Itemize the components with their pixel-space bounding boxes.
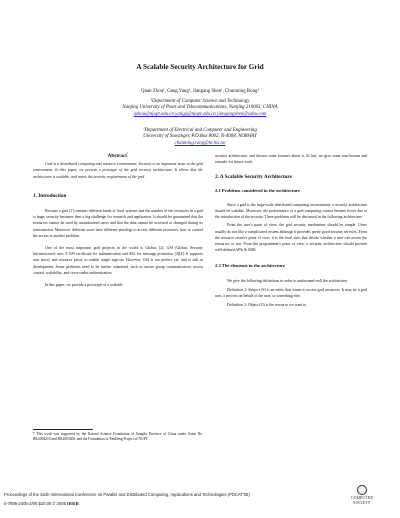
section-paragraph: Definition 1: Subject (S) is an entity that wants to access grid resources. It may be a grid user, a process on behalf of the user, or something else. bbox=[215, 287, 367, 299]
section-2-heading: 2. A Scalable Security Architecture bbox=[215, 174, 292, 181]
intro-continued: security architecture, and discuss some features about it. At last, we give some conclusions and remarks for future work. bbox=[215, 154, 367, 165]
section-paragraph: Since a grid is the large-scale distributed computing environment, a security architecture should be scalable. Moreover, the performance of a grid computing cannot become lower due to the introduction of the security. Three problems will be discussed in the following architecture. bbox=[215, 202, 367, 220]
computer-society-logo bbox=[343, 485, 381, 513]
footnote-rule bbox=[33, 429, 93, 430]
section-2-2-body bbox=[215, 278, 367, 309]
affiliation-2 bbox=[0, 128, 400, 147]
left-column bbox=[33, 153, 203, 288]
section-paragraph: We give the following definitions in order to understand well the architecture. bbox=[227, 278, 349, 283]
intro-paragraph: Because a grid [1] contains different kinds of local systems and the number of the resources in a grid is huge, security becomes then a big challenge for research and application. It should be guaranteed that the resources cannot be used by unauthorized users and that the data cannot be accessed or changed during its transmission. Moreover, different users have different privilege to access different resources, how to control the access is another problem. bbox=[33, 209, 203, 238]
affiliation-1-emails[interactable]: qzhou@njupt.edu.cn yangg@njupt.edu.cn jiangangshen@sohu.com bbox=[133, 111, 267, 117]
abstract-footnote-marker: * bbox=[126, 152, 129, 156]
ieee-logo: IEEE bbox=[67, 501, 80, 506]
intro-heading: 1. Introduction bbox=[33, 192, 67, 199]
affiliation-2-email[interactable]: chunming.rong@tn.his.no bbox=[174, 140, 226, 146]
section-2-1-body bbox=[215, 202, 367, 254]
abstract-text: Grid is a distributed computing and resource environment. Security is an important issue in the grid environment. In this paper, we present a prototype of the grid security architecture. It shows that the architecture is scalable, and meets the security requirements of the grid. bbox=[33, 162, 203, 179]
section-2-2-heading: 2.2 The elements in the architecture bbox=[215, 263, 285, 269]
section-paragraph: From the user's point of view, the grid security mechanism should be simple. Users usually do not like a complicated system although it provides pretty good security services. From the resource owner's point of view, it is the local sites that decide whether a user can access the resources or not. From the programmer's point of view, a security architecture should provide well-defined APIs & SDK. bbox=[215, 223, 367, 253]
abstract-heading: Abstract* bbox=[107, 152, 129, 159]
affiliation-2-institution: University of Stavanger, P.O.Box 8002, N-4068, NORWAY bbox=[143, 134, 257, 140]
intro-body bbox=[33, 208, 203, 288]
right-column bbox=[215, 153, 367, 308]
author-list: Quan Zhou¹, Geng Yang¹, Jiangang Shen¹, Chunming Rong² bbox=[141, 89, 259, 94]
intro-paragraph: In this paper, we provide a prototype of a scalable bbox=[45, 283, 123, 288]
funding-footnote: * This work was supported by the Natural Science Foundation of JiangSu Province of China under Grant No. BK2004218 and BK2003206, and the Foundation of PanDeng Project of NUPT. bbox=[33, 432, 203, 442]
section-2-1-heading: 2.1 Problems considered in the architecture bbox=[215, 187, 300, 193]
section-paragraph: Definition 2: Object (O) is the resource we want to bbox=[227, 303, 307, 308]
logo-text-computer: COMPUTER bbox=[350, 496, 374, 500]
intro-paragraph: One of the most important grid projects in the world is Globus [2]. GSI (Globus Security Infrastructure) uses X.509 certificate for authentication and SSL for message protection [3][4]. It supports user proxy and resource proxy to enable single sign-on. However, GSI is not perfect yet, and is still in development. Some problems need to be further examined, such as secure group communication, access control, scalability, and cross-realm authentication. bbox=[33, 246, 203, 275]
isbn-line bbox=[4, 501, 79, 506]
paper-title: A Scalable Security Architecture for Grid bbox=[136, 63, 264, 71]
proceedings-footer: Proceedings of the Sixth International Conference on Parallel and Distributed Computing, Applications and Technologies (PDCAT'05) bbox=[4, 492, 250, 497]
affiliation-1 bbox=[0, 99, 400, 118]
affiliation-2-dept: ²Department of Electrical and Computer and Engineering bbox=[143, 128, 257, 133]
logo-text-society: SOCIETY bbox=[353, 501, 371, 505]
affiliation-1-dept: ¹Department of Computer Science and Technology bbox=[150, 99, 250, 104]
affiliation-1-institution: Nanjing University of Posts and Telecommunications, Nanjing 210003, CHINA bbox=[122, 105, 278, 111]
isbn-text: 0-7695-2405-2/05 $20.00 © 2005 bbox=[4, 501, 66, 506]
globe-icon bbox=[357, 485, 367, 495]
